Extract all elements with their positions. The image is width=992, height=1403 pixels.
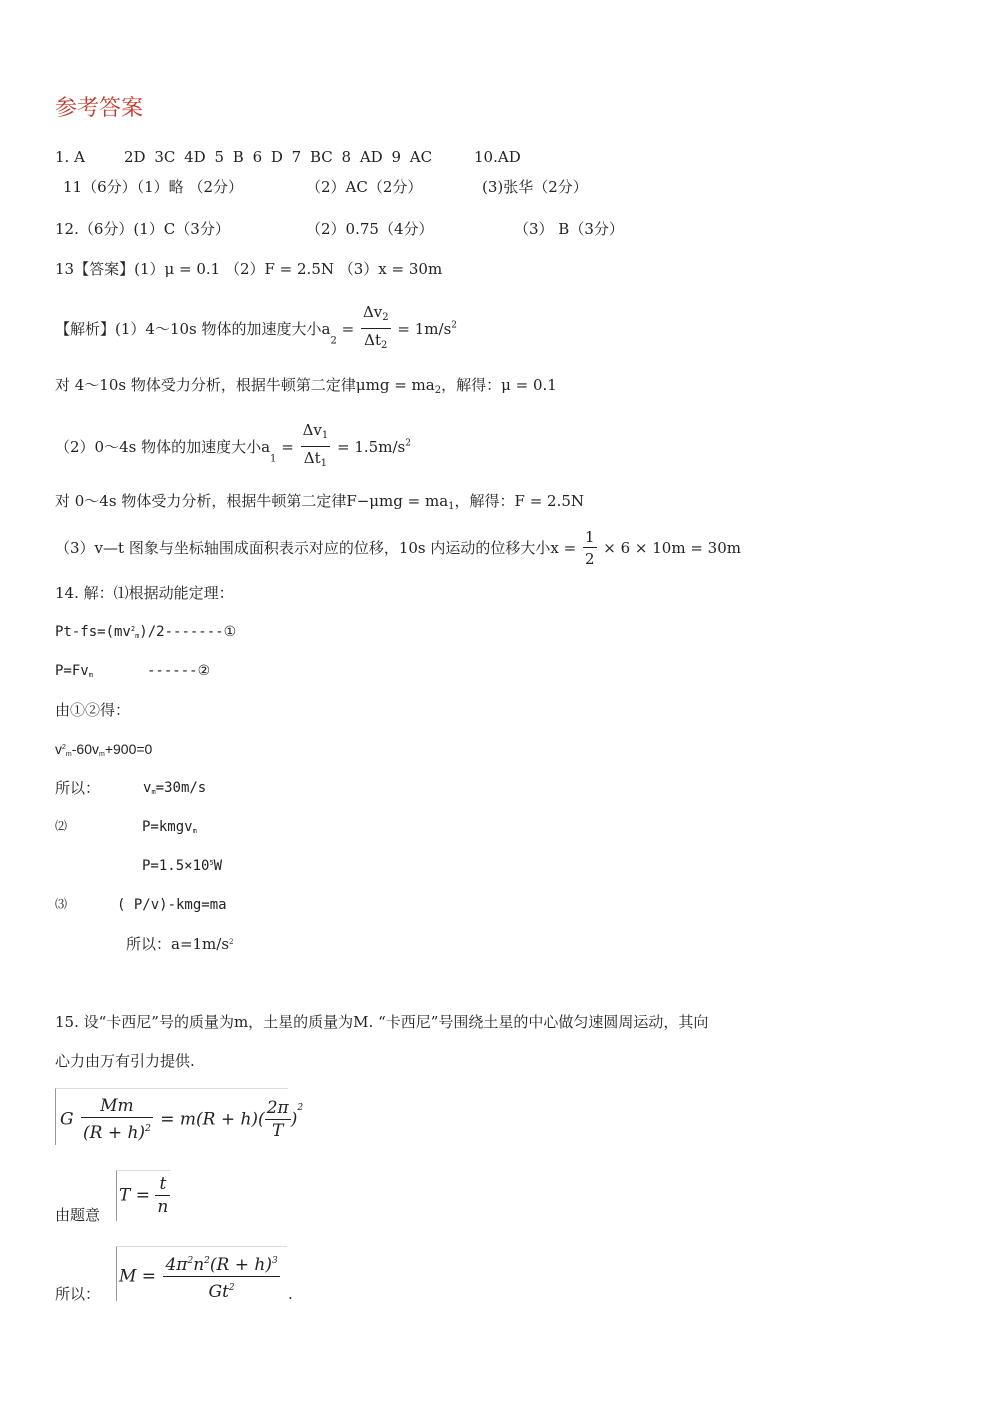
answer-line-3c: （3） B（3分） [514,220,624,238]
answer-line-3a: 12.（6分）(1）C（3分） [55,220,230,238]
q14-part3-label: ⑶ [55,897,68,911]
answer-line-1b: 2D 3C 4D 5 B 6 D 7 BC 8 AD 9 AC [124,148,433,166]
answer-line-2c: (3)张华（2分） [482,178,588,196]
q15-line-1: 15. 设“卡西尼”号的质量为m，土星的质量为M. “卡西尼”号围绕土星的中心做匀速圆周运动，其向 [55,1013,709,1031]
analysis-line-1: 【解析】(1）4～10s 物体的加速度大小$a_2$ = $\frac{\Delta v_2}{\Delta t_2}$ = $1m/s^2$ [55,302,457,357]
q14-part3-eq: ( P/v)-kmg=ma [117,897,227,913]
analysis-line-5: （3）v—t 图象与坐标轴围成面积表示对应的位移，10s 内运动的位移大小x = $\frac{1}{2}$ × 6 × 10m = 30m [55,528,741,568]
q14-eq-2: $P=Fv_m$ [55,663,93,679]
fraction-dv1-dt1: $\frac{\Delta v_1}{\Delta t_1}$ [302,421,329,469]
analysis-line-3: （2）0～4s 物体的加速度大小$a_1$ = $\frac{\Delta v_1}{\Delta t_1}$ = $1.5m/s^2$ [55,420,411,475]
analysis-line-4: 对 0～4s 物体受力分析，根据牛顿第二定律$F-\mu mg = ma_1$，解得：F = 2.5N [55,492,585,512]
q14-so-label: 所以： [55,779,101,797]
q14-part2-result: $P=1.5\times 10^5W$ [142,858,223,874]
fraction-one-half: $\frac{1}{2}$ [584,528,595,568]
formula-gravity: G $\frac{Mm}{(R + h)^2}$ = m(R + h)( $\frac{2\pi}{T}$ )$^2$ [55,1088,288,1145]
q15-so-label: 所以： [55,1285,101,1303]
q15-given-label: 由题意 [55,1206,101,1224]
analysis-1-text: 【解析】(1）4～10s 物体的加速度大小a [55,320,331,338]
q14-part2-label: ⑵ [55,819,68,833]
q15-line-2: 心力由万有引力提供. [55,1052,195,1070]
q14-eq-1: $Pt-fs=(mv^2_m)/2-------①$ [55,624,237,640]
page-title: 参考答案 [55,96,144,121]
formula-mass: M = $\frac{4\pi^2n^2(R + h)^3}{Gt^2}$ [116,1246,287,1301]
q14-derive: 由①②得： [55,701,131,719]
formula-period: T = $\frac{t}{n}$ [116,1170,171,1221]
q15-end-dot: . [288,1285,293,1303]
answer-line-3b: （2）0.75（4分） [306,220,434,238]
q14-eq-2-mark: ------② [147,663,211,679]
answer-line-2a: 11（6分）（1）略 （2分） [63,178,243,196]
fraction-dv2-dt2: $\frac{\Delta v_2}{\Delta t_2}$ [362,303,389,351]
answer-line-13: 13【答案】(1）μ = 0.1 （2）F = 2.5N （3）x = 30m [55,260,443,278]
q14-part2-eq: P=kmgv$_m$ [142,819,197,835]
q14-eq-3: $v^2_m-60v_m+900=0$ [55,741,153,758]
answer-line-1c: 10.AD [474,148,521,166]
analysis-1-sub: 2 [330,335,337,347]
answer-line-1a: 1. A [55,148,85,166]
answer-line-2b: （2）AC（2分） [306,178,423,196]
q14-part3-result: 所以：$a=1m/s^2$ [126,935,234,953]
q14-intro: 14. 解：⑴根据动能定理： [55,584,234,602]
q14-vm-result: $v_m=30m/s$ [143,780,207,796]
analysis-line-2: 对 4～10s 物体受力分析，根据牛顿第二定律$\mu mg = ma_2$，解得：μ = 0.1 [55,376,557,396]
